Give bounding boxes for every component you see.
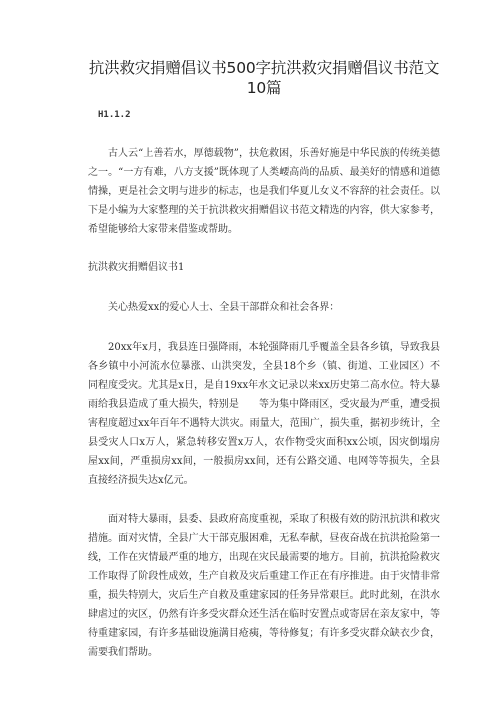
intro-paragraph: 古人云“上善若水，厚德载物”，扶危救困，乐善好施是中华民族的传统美德之一。“一方有难，八方支援”既体现了人类崾高尚的品质、最美好的情感和道德情操，更是社会文明与进步的标志，也是我们华夏儿女义不容辞的社会责任。以下是小编为大家整理的关于抗洪救灾捐赠倡议书范文精选的内容，供大家参考，希望能够给大家带来借鉴或帮助。: [88, 148, 440, 235]
document-code: H1.1.2: [98, 110, 131, 120]
body-paragraph-2: 面对特大暴雨，县委、县政府高度重视，采取了积极有效的防汛抗洪和救灾措施。面对灾情，全县广大干部克服困难，无私奉献，昼夜奋战在抗洪抢险第一线，工作在灾情最严重的地方，出现在灾民最需要的地方。目前，抗洪抢险救灾工作取得了阶段性成效，生产自救及灾后重建工作正在有序推进。由于灾情非常重，损失特别大，灾后生产自救及重建家园的任务异常艰巨。此时此刻，在洪水肆虐过的灾区，仍然有许多受灾群众还生活在临时安置点或寄居在亲友家中，等待重建家园，有许多基础设施满目疮痍，等待修复；有许多受灾群众缺衣少食，需要我们帮助。: [88, 514, 440, 658]
body-paragraph-1: 20xx年x月，我县连日强降雨，本轮强降雨几乎覆盖全县各乡镇，导致我县各乡镇中小河流水位暴涨、山洪突发，全县18个乡（镇、街道、工业园区）不同程度受灾。尤其是x日，是自19xx年水文记录以来xx历史第二高水位。特大暴雨给我县造成了重大损失，特别是 等为集中降雨区，受灾最为严重，遭受损害程度超过xx年百年不遇特大洪灾。雨量大，范围广，损失重，据初步统计，全县受灾人口x万人，紧急转移安置x万人，农作物受灾面积xx公顷，因灾倒塌房屋xx间，严重损房xx间，一般损房xx间，还有公路交通、电网等等损失，全县直接经济损失达x亿元。: [88, 342, 440, 486]
section-heading: 抗洪救灾捐赠倡议书1: [88, 262, 185, 273]
greeting-paragraph: 关心热爱xx的爱心人士、全县干部群众和社会各界：: [108, 302, 340, 313]
document-title: 抗洪救灾捐赠倡议书500字抗洪救灾捐赠倡议书范文10篇: [88, 59, 440, 97]
